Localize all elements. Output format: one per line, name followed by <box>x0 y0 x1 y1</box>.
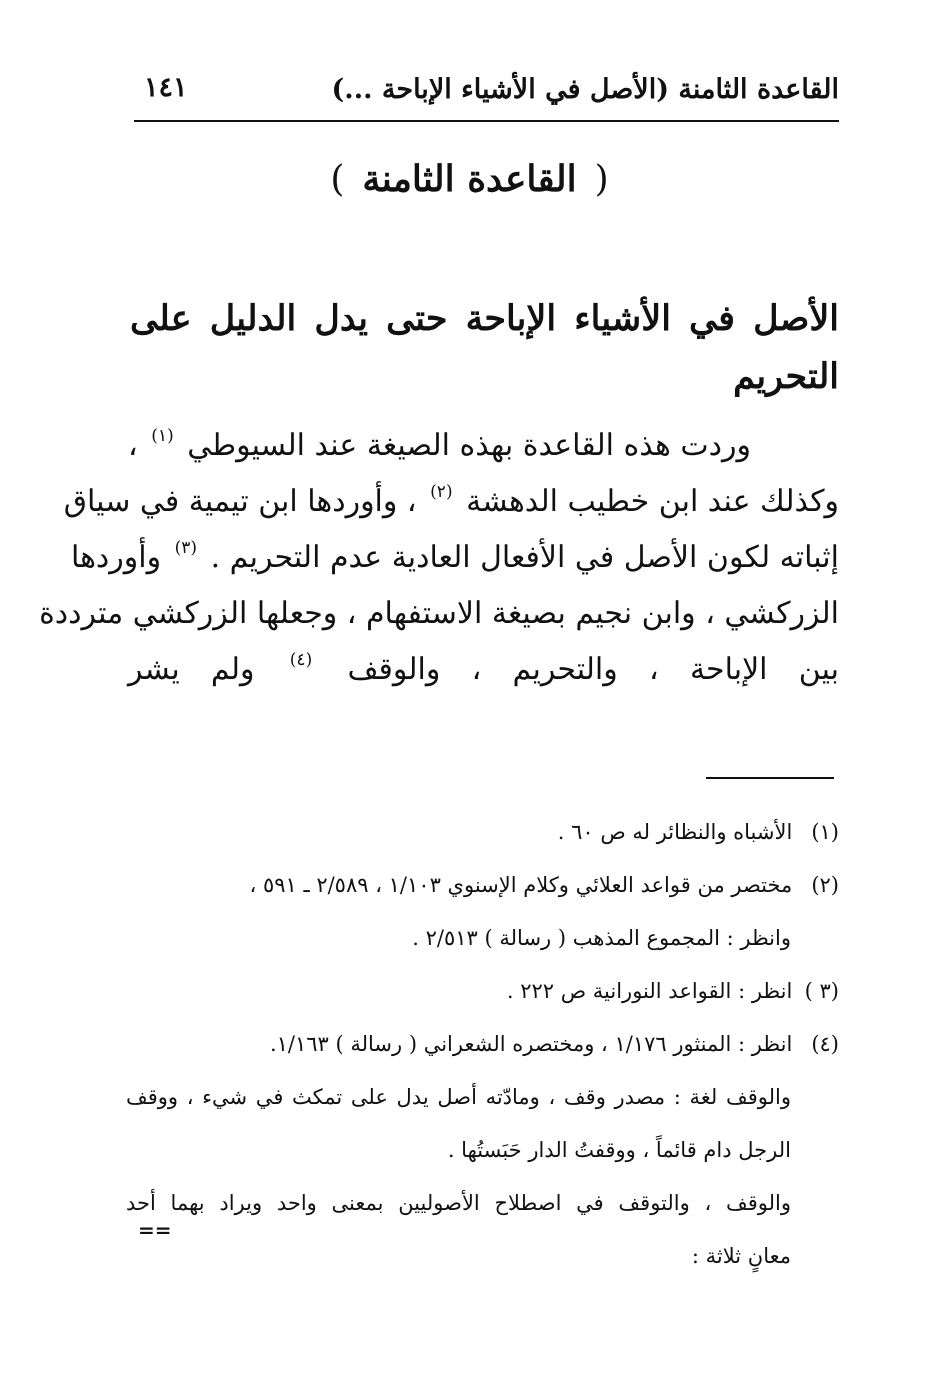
footnote-marker: (١) <box>811 820 839 844</box>
chapter-heading <box>0 158 939 200</box>
body-text: الزركشي ، وابن نجيم بصيغة الاستفهام ، وجعلها الزركشي مترددة <box>39 596 839 631</box>
footnotes <box>126 806 839 1283</box>
running-header <box>134 70 839 122</box>
page-number: ١٤١ <box>144 72 188 103</box>
body-line <box>63 474 839 530</box>
footnote-4-line: والوقف ، والتوقف في اصطلاح الأصوليين بمعنى واحد ويراد بهما أحد <box>126 1191 791 1215</box>
footnote-4-line: الرجل دام قائماً ، ووقفتُ الدار حَبَستُها . <box>447 1138 791 1162</box>
footnote-marker: (٤) <box>811 1032 839 1056</box>
chapter-title: القاعدة الثامنة <box>362 158 577 200</box>
footnote-4-line: معانٍ ثلاثة : <box>691 1244 791 1268</box>
body-line <box>128 642 839 698</box>
running-title: القاعدة الثامنة (الأصل في الأشياء الإباحة ...) <box>331 74 839 105</box>
footnote-marker: (٢) <box>811 873 839 897</box>
body-paragraph <box>39 418 839 698</box>
body-text: وأوردها <box>70 540 162 575</box>
footnote-separator <box>706 777 834 779</box>
body-line <box>128 418 839 474</box>
body-text: ولم يشر <box>128 652 255 687</box>
footnote-ref: (٣) <box>174 538 198 558</box>
body-text: وردت هذه القاعدة بهذه الصيغة عند السيوطي <box>187 428 751 463</box>
footnote-ref: (١) <box>151 426 174 446</box>
rule-statement: الأصل في الأشياء الإباحة حتى يدل الدليل على التحريم <box>130 298 839 397</box>
body-text: إثباته لكون الأصل في الأفعال العادية عدم التحريم . <box>210 540 839 575</box>
footnote-ref: (٤) <box>289 650 313 670</box>
footnote-2 <box>126 859 839 912</box>
body-text: وكذلك عند ابن خطيب الدهشة <box>466 484 839 519</box>
footnote-text: انظر : القواعد النورانية ص ٢٢٢ . <box>506 979 793 1003</box>
footnote-marker: (٣ ) <box>804 979 839 1003</box>
footnote-3 <box>126 965 839 1018</box>
footnote-text: الأشباه والنظائر له ص ٦٠ . <box>557 820 793 844</box>
body-text: ، <box>128 428 138 463</box>
continuation-mark: == <box>138 1218 172 1242</box>
footnote-ref: (٢) <box>430 482 453 502</box>
heading-close-paren: ) <box>330 159 345 200</box>
footnote-text: انظر : المنثور ١/١٧٦ ، ومختصره الشعراني ( رسالة ) ١/١٦٣. <box>269 1032 793 1056</box>
footnote-1 <box>126 806 839 859</box>
footnote-text: مختصر من قواعد العلائي وكلام الإسنوي ١/١٠٣ ، ٢/٥٨٩ ـ ٥٩١ ، <box>249 873 793 897</box>
footnote-2-continuation: وانظر : المجموع المذهب ( رسالة ) ٢/٥١٣ . <box>412 926 791 950</box>
footnote-4 <box>126 1018 839 1071</box>
body-line <box>70 530 839 586</box>
heading-open-paren: ( <box>594 159 609 200</box>
body-text: ، وأوردها ابن تيمية في سياق <box>63 484 417 519</box>
footnote-4-line: والوقف لغة : مصدر وقف ، ومادّته أصل يدل على تمكث في شيء ، ووقف <box>126 1085 791 1109</box>
body-line <box>39 586 839 642</box>
body-text: بين الإباحة ، والتحريم ، والوقف <box>347 652 839 687</box>
